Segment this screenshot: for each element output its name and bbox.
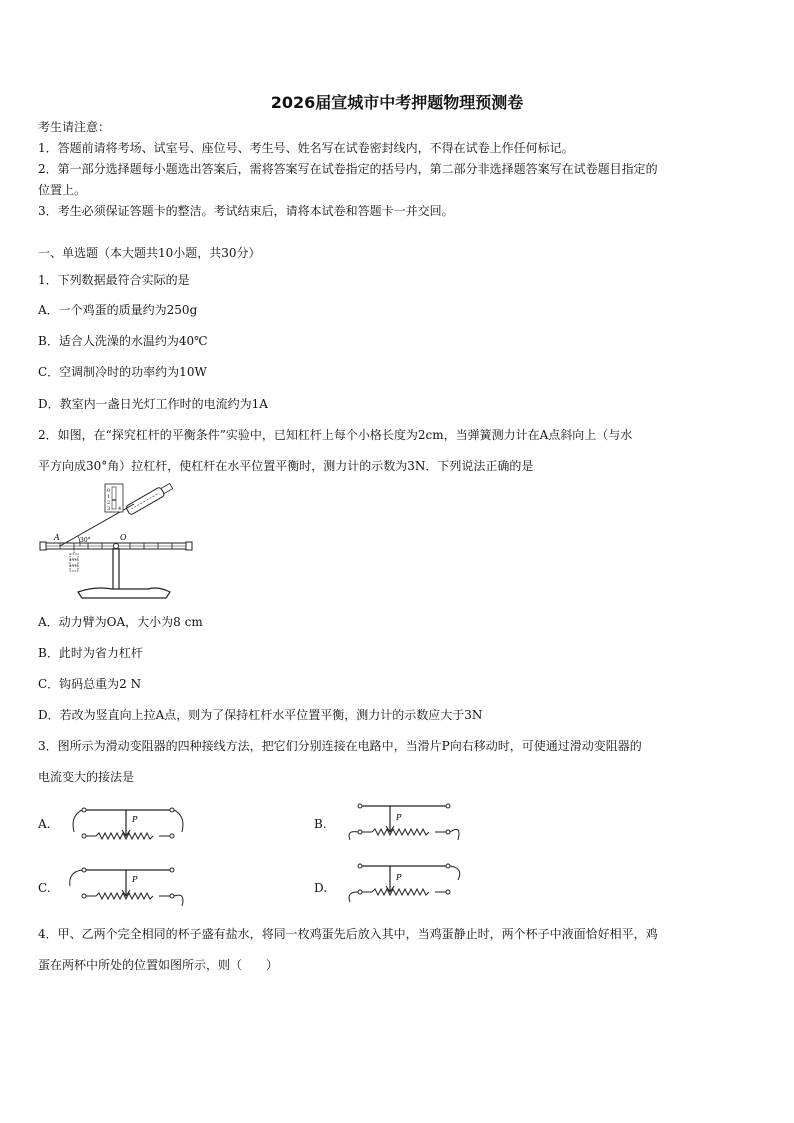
q3-option-b-label: B. — [314, 817, 327, 831]
slider-p-label: P — [396, 813, 402, 822]
q1-option-b: B．适合人洗澡的水温约为40℃ — [38, 334, 208, 348]
q3-stem-line-1: 3．图所示为滑动变阻器的四种接线方法，把它们分别连接在电路中，当滑片P向右移动时，可使通过滑动变阻器的 — [38, 739, 642, 753]
q4-stem-line-1: 4．甲、乙两个完全相同的杯子盛有盐水，将同一枚鸡蛋先后放入其中，当鸡蛋静止时，两个杯子中液面恰好相平，鸡 — [38, 927, 658, 941]
q3-option-d-label: D. — [314, 881, 328, 895]
notice-item-3: 3．考生必须保证答题卡的整洁。考试结束后，请将本试卷和答题卡一并交回。 — [38, 204, 454, 218]
lever-diagram — [40, 488, 200, 608]
q1-option-d: D．教室内一盏日光灯工作时的电流约为1A — [38, 397, 268, 411]
q2-option-d: D．若改为竖直向上拉A点，则为了保持杠杆水平位置平衡，测力计的示数应大于3N — [38, 708, 483, 722]
q2-option-c: C．钩码总重为2 N — [38, 677, 142, 691]
rheostat-a-diagram — [66, 806, 196, 846]
q2-stem-line-1: 2．如图，在“探究杠杆的平衡条件”实验中，已知杠杆上每个小格长度为2cm，当弹簧测力计在A点斜向上（与水 — [38, 428, 633, 442]
scale-tick-4: 4 — [118, 506, 122, 512]
rheostat-d-diagram — [342, 860, 472, 910]
q2-option-a: A．动力臂为OA，大小为8 cm — [38, 615, 203, 629]
rheostat-b-diagram — [342, 800, 472, 850]
notice-item-1: 1．答题前请将考场、试室号、座位号、考生号、姓名写在试卷密封线内，不得在试卷上作任何标记。 — [38, 141, 574, 155]
q4-stem-line-2: 蛋在两杯中所处的位置如图所示，则（ ） — [38, 958, 279, 972]
slider-p-label: P — [132, 815, 138, 824]
q1-stem: 1．下列数据最符合实际的是 — [38, 273, 190, 287]
rheostat-c-diagram — [66, 866, 196, 910]
section-heading: 一、单选题（本大题共10小题，共30分） — [38, 246, 261, 260]
angle-label: 30° — [80, 537, 91, 544]
q3-option-a-label: A. — [38, 817, 51, 831]
scale-tick-1: 1 — [107, 494, 111, 500]
notice-heading: 考生请注意： — [38, 120, 111, 134]
point-a-label: A — [54, 533, 60, 542]
q3-stem-line-2: 电流变大的接法是 — [38, 770, 135, 784]
notice-item-2: 2．第一部分选择题每小题选出答案后，需将答案写在试卷指定的括号内，第二部分非选择题答案写在试卷题目指定的 — [38, 162, 658, 176]
exam-title: 2026届宣城市中考押题物理预测卷 — [270, 93, 524, 112]
notice-item-2-cont: 位置上。 — [38, 183, 87, 197]
scale-tick-0: 0 — [107, 488, 111, 494]
q1-option-a: A．一个鸡蛋的质量约为250g — [38, 303, 198, 317]
q3-option-c-label: C. — [38, 881, 51, 895]
slider-p-label: P — [396, 873, 402, 882]
scale-tick-3: 3 — [107, 506, 111, 512]
q1-option-c: C．空调制冷时的功率约为10W — [38, 365, 207, 379]
q2-stem-line-2: 平方向成30°角）拉杠杆，使杠杆在水平位置平衡时，测力计的示数为3N．下列说法正确的是 — [38, 459, 534, 473]
q2-option-b: B．此时为省力杠杆 — [38, 646, 143, 660]
slider-p-label: P — [132, 875, 138, 884]
scale-tick-2: 2 — [107, 500, 111, 506]
point-o-label: O — [120, 533, 127, 542]
